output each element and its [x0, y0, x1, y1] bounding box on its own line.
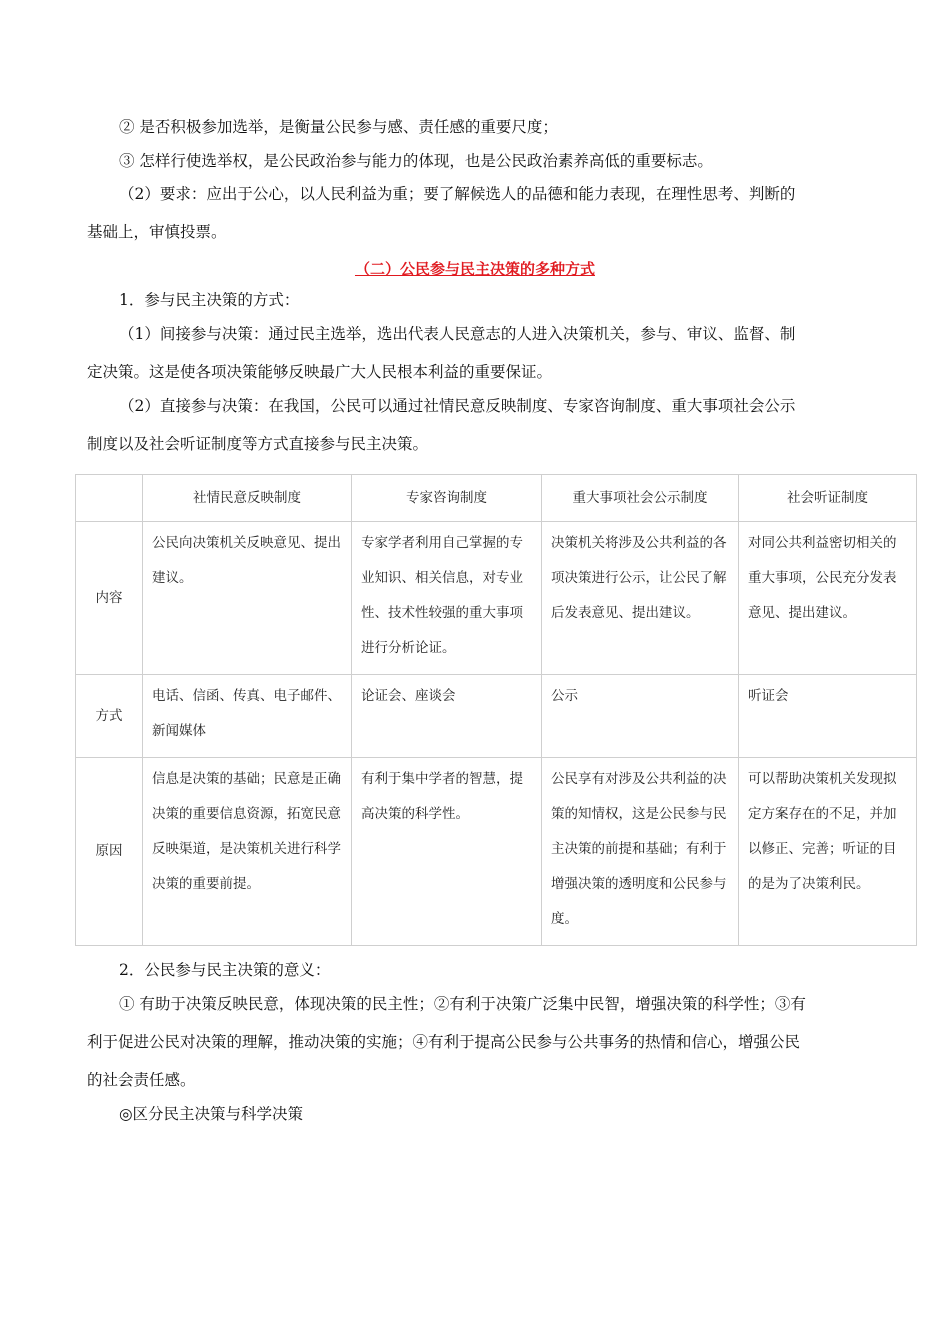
table-cell: 公民向决策机关反映意见、提出建议。 — [143, 522, 352, 675]
paragraph-line: 基础上，审慎投票。 — [87, 223, 227, 241]
table-header-row — [76, 475, 917, 522]
table-corner-cell — [76, 475, 143, 522]
column-header: 社情民意反映制度 — [143, 475, 352, 522]
table-cell: 听证会 — [739, 675, 917, 758]
row-header: 内容 — [76, 522, 143, 675]
table-cell: 公民享有对涉及公共利益的决策的知情权，这是公民参与民主决策的前提和基础；有利于增强决策的透明度和公民参与度。 — [542, 758, 739, 946]
paragraph-line: （1）间接参与决策：通过民主选举，选出代表人民意志的人进入决策机关，参与、审议、监督、制 — [119, 325, 796, 343]
paragraph-line: （2）要求：应出于公心，以人民利益为重；要了解候选人的品德和能力表现，在理性思考、判断的 — [119, 185, 796, 203]
column-header: 重大事项社会公示制度 — [542, 475, 739, 522]
paragraph-line: 1．参与民主决策的方式： — [119, 291, 300, 309]
table-cell: 信息是决策的基础；民意是正确决策的重要信息资源，拓宽民意反映渠道，是决策机关进行科学决策的重要前提。 — [143, 758, 352, 946]
paragraph-line: 2．公民参与民主决策的意义： — [119, 961, 331, 979]
table-cell: 论证会、座谈会 — [352, 675, 542, 758]
paragraph-line: 利于促进公民对决策的理解，推动决策的实施；④有利于提高公民参与公共事务的热情和信心，增强公民 — [87, 1033, 801, 1051]
row-header: 原因 — [76, 758, 143, 946]
table-row — [76, 522, 917, 675]
paragraph-line: 的社会责任感。 — [87, 1071, 196, 1089]
table-cell: 有利于集中学者的智慧，提高决策的科学性。 — [352, 758, 542, 946]
table-cell: 公示 — [542, 675, 739, 758]
row-header: 方式 — [76, 675, 143, 758]
paragraph-line: 制度以及社会听证制度等方式直接参与民主决策。 — [87, 435, 429, 453]
paragraph-line: ◎区分民主决策与科学决策 — [119, 1105, 304, 1123]
paragraph-line: 定决策。这是使各项决策能够反映最广大人民根本利益的重要保证。 — [87, 363, 553, 381]
table-cell: 电话、信函、传真、电子邮件、新闻媒体 — [143, 675, 352, 758]
comparison-table — [75, 474, 917, 946]
column-header: 社会听证制度 — [739, 475, 917, 522]
table-cell: 决策机关将涉及公共利益的各项决策进行公示，让公民了解后发表意见、提出建议。 — [542, 522, 739, 675]
paragraph-line: ① 有助于决策反映民意，体现决策的民主性；②有利于决策广泛集中民智，增强决策的科学性；③有 — [119, 995, 806, 1013]
paragraph-line: （2）直接参与决策：在我国，公民可以通过社情民意反映制度、专家咨询制度、重大事项社会公示 — [119, 397, 796, 415]
paragraph-line: ③ 怎样行使选举权，是公民政治参与能力的体现，也是公民政治素养高低的重要标志。 — [119, 152, 713, 170]
table-cell: 专家学者利用自己掌握的专业知识、相关信息，对专业性、技术性较强的重大事项进行分析论证。 — [352, 522, 542, 675]
table-cell: 可以帮助决策机关发现拟定方案存在的不足，并加以修正、完善；听证的目的是为了决策利民。 — [739, 758, 917, 946]
table-row — [76, 758, 917, 946]
table-cell: 对同公共利益密切相关的重大事项，公民充分发表意见、提出建议。 — [739, 522, 917, 675]
table-row — [76, 675, 917, 758]
section-heading: （二）公民参与民主决策的多种方式 — [354, 260, 595, 278]
column-header: 专家咨询制度 — [352, 475, 542, 522]
paragraph-line: ② 是否积极参加选举，是衡量公民参与感、责任感的重要尺度； — [119, 118, 558, 136]
